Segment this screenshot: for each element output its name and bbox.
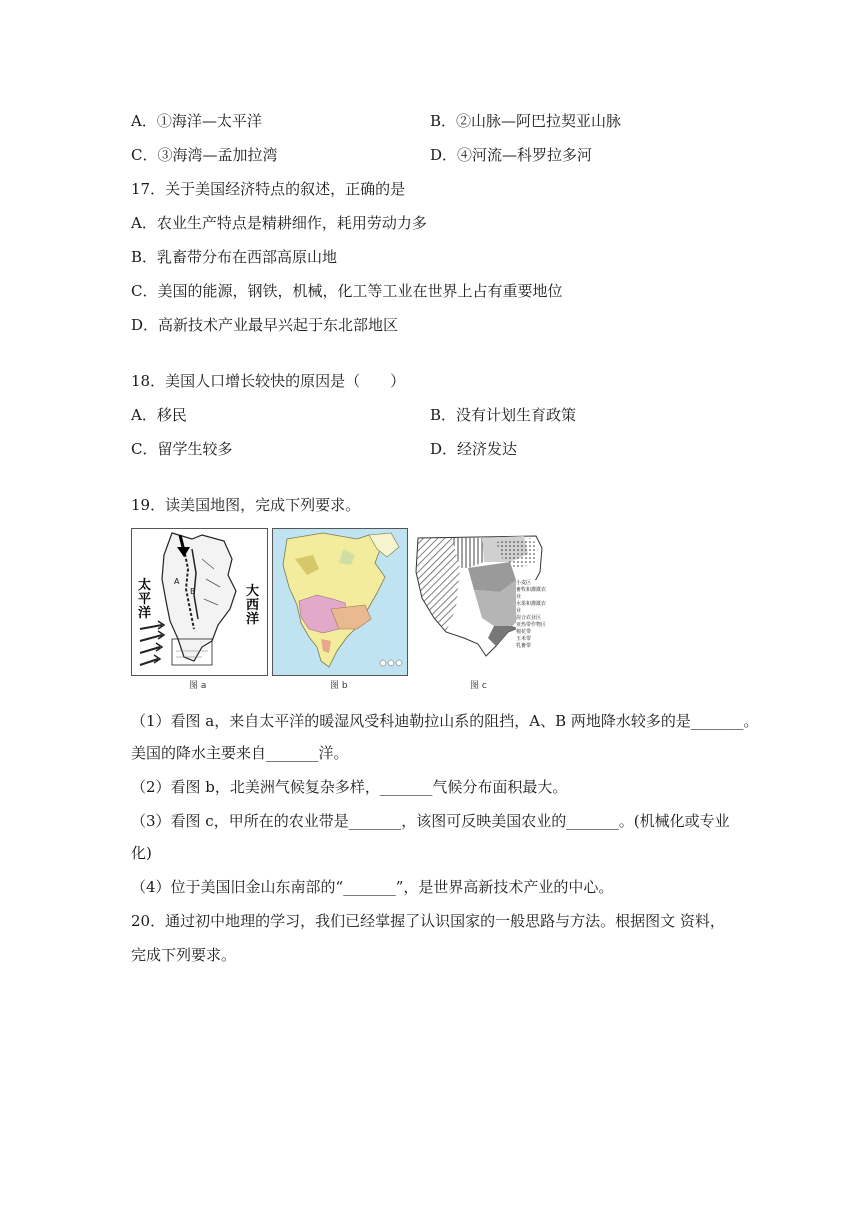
- pacific-label-2: 平: [138, 592, 152, 607]
- q16-option-c: C．③海湾—孟加拉湾: [131, 146, 278, 164]
- figure-b-map: [272, 528, 408, 676]
- legend-item-4: 混合农业区: [516, 615, 542, 621]
- q18-option-c: C．留学生较多: [131, 440, 233, 458]
- legend-item-2: 畜牧和灌溉农业: [516, 587, 547, 600]
- atlantic-label-2: 西: [246, 598, 260, 613]
- figure-c-caption: 图 c: [470, 681, 487, 691]
- legend-item-1: 小麦区: [516, 580, 532, 586]
- figure-c-map: [412, 528, 548, 676]
- q19-stem: 19．读美国地图，完成下列要求。: [131, 496, 361, 514]
- point-b-label: B: [190, 587, 196, 596]
- q17-stem: 17．关于美国经济特点的叙述，正确的是: [131, 180, 406, 198]
- q20-line1: 20．通过初中地理的学习，我们已经掌握了认识国家的一般思路与方法。根据图文 资料，: [131, 912, 725, 930]
- figure-a-map: [131, 528, 268, 676]
- q18-stem: 18．美国人口增长较快的原因是（ ）: [131, 372, 406, 390]
- q17-option-a: A．农业生产特点是精耕细作，耗用劳动力多: [131, 214, 427, 232]
- point-a-label: A: [174, 577, 180, 586]
- legend-item-8: 乳畜带: [516, 643, 532, 649]
- figure-c-legend: [516, 580, 548, 650]
- q19-sub4: （4）位于美国旧金山东南部的“_______”，是世界高新技术产业的中心。: [131, 878, 614, 896]
- figure-b-caption: 图 b: [330, 681, 348, 691]
- q18-option-a: A．移民: [131, 406, 187, 424]
- q19-sub3-line2: 化): [131, 844, 152, 862]
- q19-sub1-line1: （1）看图 a，来自太平洋的暖湿风受科迪勒拉山系的阻挡，A、B 两地降水较多的是_______。: [131, 712, 759, 730]
- q18-option-b: B．没有计划生育政策: [430, 406, 577, 424]
- q18-option-d: D．经济发达: [430, 440, 518, 458]
- q16-option-b: B．②山脉—阿巴拉契亚山脉: [430, 112, 622, 130]
- q20-line2: 完成下列要求。: [131, 946, 237, 964]
- q17-option-b: B．乳畜带分布在西部高原山地: [131, 248, 338, 266]
- q19-sub1-line2: 美国的降水主要来自_______洋。: [131, 744, 349, 762]
- legend-item-6: 棉花带: [516, 629, 532, 635]
- q19-sub3-line1: （3）看图 c，甲所在的农业带是_______，该图可反映美国农业的_______。(机械化或专业: [131, 812, 730, 830]
- q17-option-c: C．美国的能源，钢铁，机械，化工等工业在世界上占有重要地位: [131, 282, 563, 300]
- atlantic-label-3: 洋: [246, 612, 260, 627]
- figure-a-caption: 图 a: [189, 681, 207, 691]
- atlantic-label-1: 大: [246, 584, 260, 599]
- pacific-label-3: 洋: [138, 606, 152, 621]
- q16-option-a: A．①海洋—太平洋: [131, 112, 262, 130]
- q16-option-d: D．④河流—科罗拉多河: [430, 146, 593, 164]
- pacific-label-1: 太: [138, 578, 152, 593]
- legend-item-3: 水果和灌溉农业: [516, 601, 547, 614]
- legend-item-5: 亚热带作物区: [516, 622, 547, 628]
- figure-b-drawing: [273, 529, 408, 676]
- q17-option-d: D．高新技术产业最早兴起于东北部地区: [131, 316, 399, 334]
- legend-item-7: 玉米带: [516, 636, 532, 642]
- q19-sub2: （2）看图 b，北美洲气候复杂多样，_______气候分布面积最大。: [131, 778, 568, 796]
